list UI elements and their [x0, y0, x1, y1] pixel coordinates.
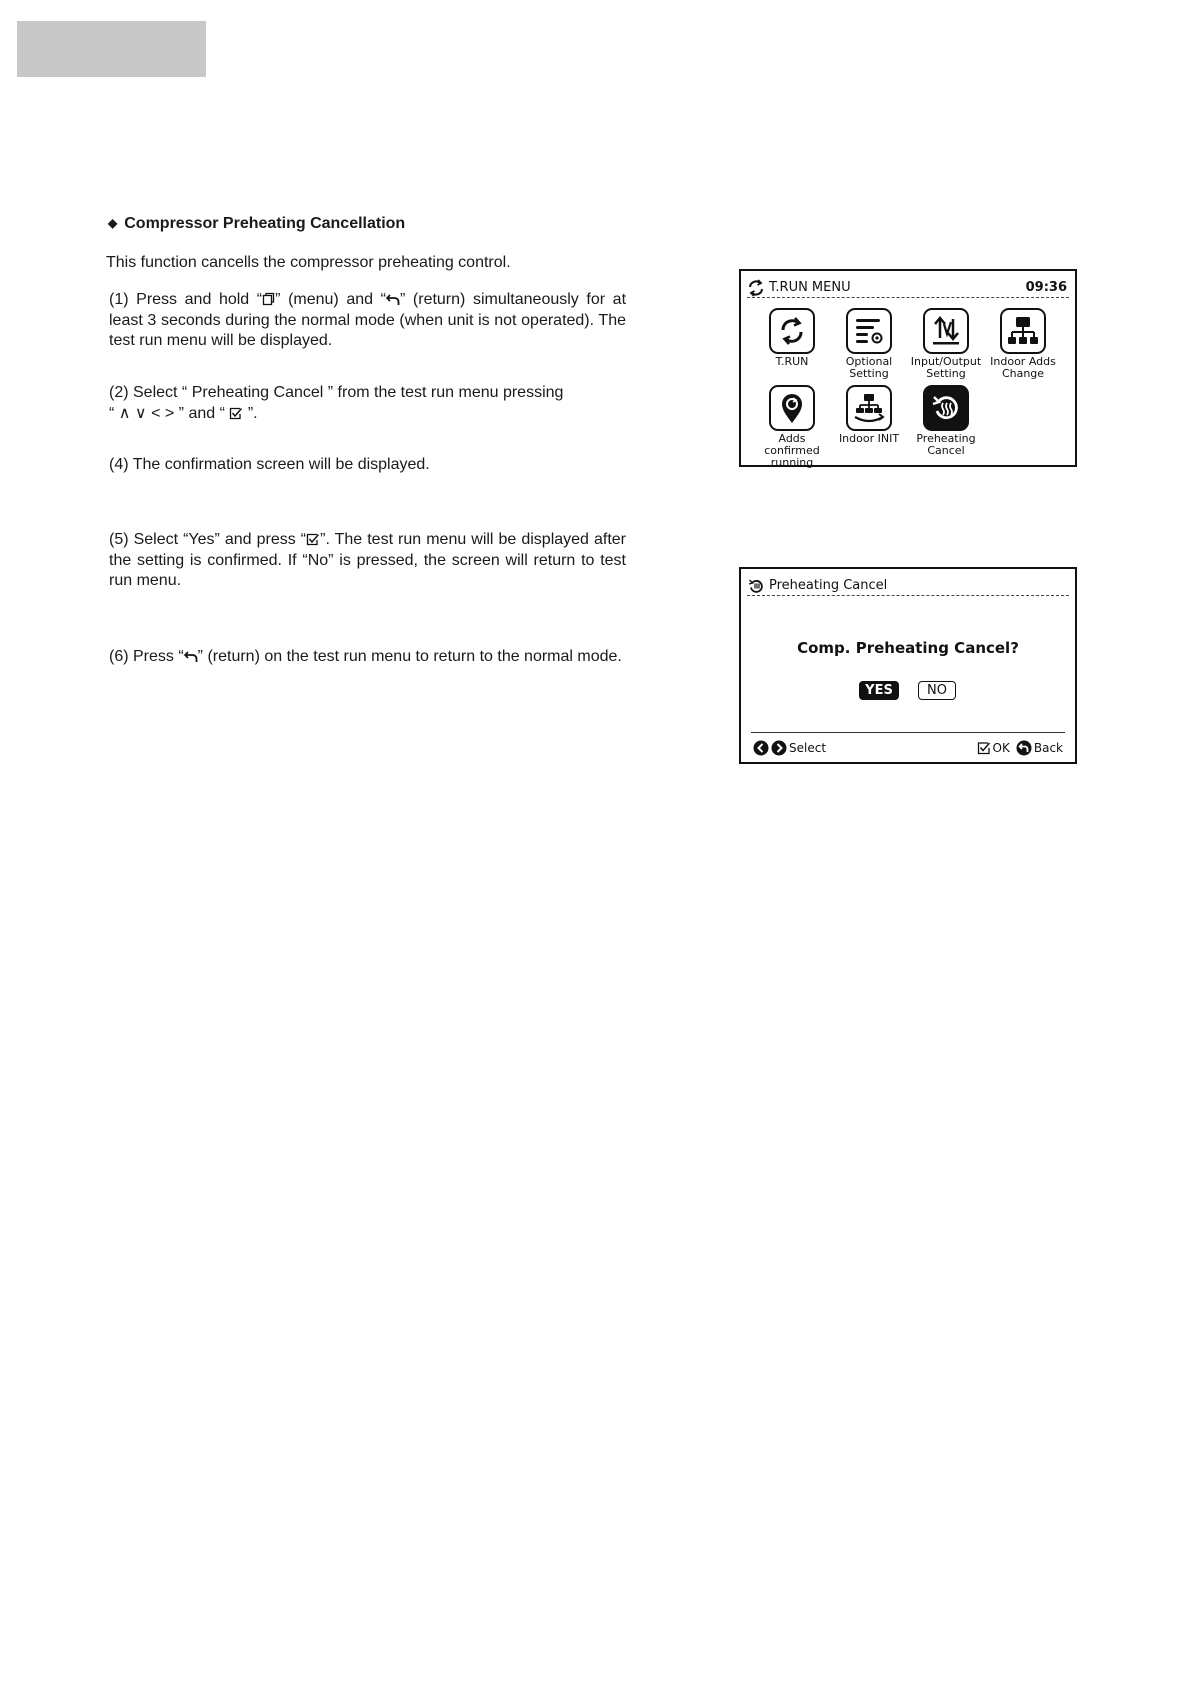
step-6-text-a: (6) Press “ — [109, 648, 184, 665]
ok-label[interactable]: OK — [992, 741, 1010, 755]
ok-back-hints — [977, 740, 1063, 756]
return-icon — [386, 293, 400, 306]
right-circle-arrow-icon — [771, 740, 787, 756]
tile-indoor-adds-change-label: Indoor Adds Change — [990, 355, 1056, 380]
tile-input-output-setting-label: Input/Output Setting — [910, 355, 982, 380]
recycle-icon — [747, 279, 765, 297]
return-icon — [184, 650, 198, 663]
tile-optional-setting-box — [846, 308, 892, 354]
tile-input-output-setting[interactable] — [906, 308, 986, 380]
step-5 — [109, 530, 626, 592]
step-1 — [109, 290, 626, 352]
left-circle-arrow-icon — [753, 740, 769, 756]
intro-paragraph: This function cancells the compressor preheating control. — [106, 254, 511, 271]
footer-divider — [751, 732, 1065, 733]
tile-input-output-setting-box — [923, 308, 969, 354]
tile-adds-confirmed-running-box — [769, 385, 815, 431]
tile-preheating-cancel-label: Preheating Cancel — [916, 432, 976, 457]
indoor-units-icon — [851, 391, 887, 425]
header-gray-block — [17, 21, 206, 77]
step-2-text-b: “ ∧ ∨ < > ” and “ — [109, 404, 225, 422]
select-hint[interactable] — [753, 740, 826, 756]
tile-trun[interactable] — [752, 308, 832, 368]
yes-button[interactable]: YES — [859, 681, 899, 700]
select-label: Select — [789, 741, 827, 755]
clock-time: 09:36 — [1025, 280, 1067, 295]
step-6 — [109, 647, 626, 668]
tile-trun-box — [769, 308, 815, 354]
preheating-icon — [748, 578, 764, 594]
menu-icon — [262, 292, 275, 306]
tile-indoor-adds-change-box — [1000, 308, 1046, 354]
preheating-cancel-screen — [739, 567, 1077, 764]
step-1-text-b: ” (menu) and “ — [275, 291, 386, 308]
tile-indoor-init-box — [846, 385, 892, 431]
trun-menu-title: T.RUN MENU — [769, 280, 851, 295]
settings-list-icon — [852, 314, 886, 348]
trun-menu-header — [747, 277, 1069, 298]
back-circle-icon — [1016, 740, 1032, 756]
step-1-text-c: ” (return) simultaneously for at least 3 seconds during the normal mode (when unit is not operated). The test run menu will be displayed. — [109, 291, 627, 349]
input-output-icon — [929, 314, 963, 348]
ok-check-icon — [229, 407, 243, 420]
section-title — [108, 215, 405, 233]
tile-indoor-adds-change[interactable] — [983, 308, 1063, 380]
step-6-text-b: ” (return) on the test run menu to return to the normal mode. — [197, 648, 622, 665]
tile-indoor-init-label: Indoor INIT — [838, 432, 900, 445]
tile-adds-confirmed-running-label: Adds confirmed running — [764, 432, 820, 469]
step-5-text-b: ”. The test run menu will be displayed after the setting is confirmed. If “No” is pressed, the screen will return to test run menu. — [109, 531, 627, 589]
trun-menu-screen — [739, 269, 1077, 467]
confirm-header — [747, 575, 1069, 596]
step-5-text-a: (5) Select “Yes” and press “ — [109, 531, 307, 548]
step-1-text-a: (1) Press and hold “ — [109, 291, 263, 308]
location-pin-icon — [777, 391, 807, 425]
network-icon — [1006, 314, 1040, 348]
tile-indoor-init[interactable] — [829, 385, 909, 445]
step-2 — [109, 383, 626, 424]
ok-check-icon — [306, 533, 320, 546]
recycle-icon — [776, 315, 808, 347]
tile-preheating-cancel-box — [923, 385, 969, 431]
tile-optional-setting[interactable] — [829, 308, 909, 380]
tile-trun-label: T.RUN — [775, 355, 809, 368]
tile-adds-confirmed-running[interactable] — [752, 385, 832, 469]
confirm-title: Preheating Cancel — [769, 578, 888, 593]
confirm-question: Comp. Preheating Cancel? — [797, 639, 1019, 657]
step-4: (4) The confirmation screen will be displayed. — [109, 456, 430, 473]
step-2-text-a: (2) Select “ Preheating Cancel ” from the test run menu pressing — [109, 384, 564, 401]
tile-preheating-cancel[interactable] — [906, 385, 986, 457]
ok-check-icon — [977, 741, 991, 755]
step-2-text-c: ”. — [247, 404, 258, 422]
section-title-text: Compressor Preheating Cancellation — [124, 215, 406, 232]
back-label[interactable]: Back — [1033, 741, 1063, 755]
no-button[interactable]: NO — [918, 681, 956, 700]
tile-optional-setting-label: Optional Setting — [845, 355, 893, 380]
preheating-icon — [930, 392, 962, 424]
diamond-bullet-icon: ◆ — [108, 216, 118, 230]
